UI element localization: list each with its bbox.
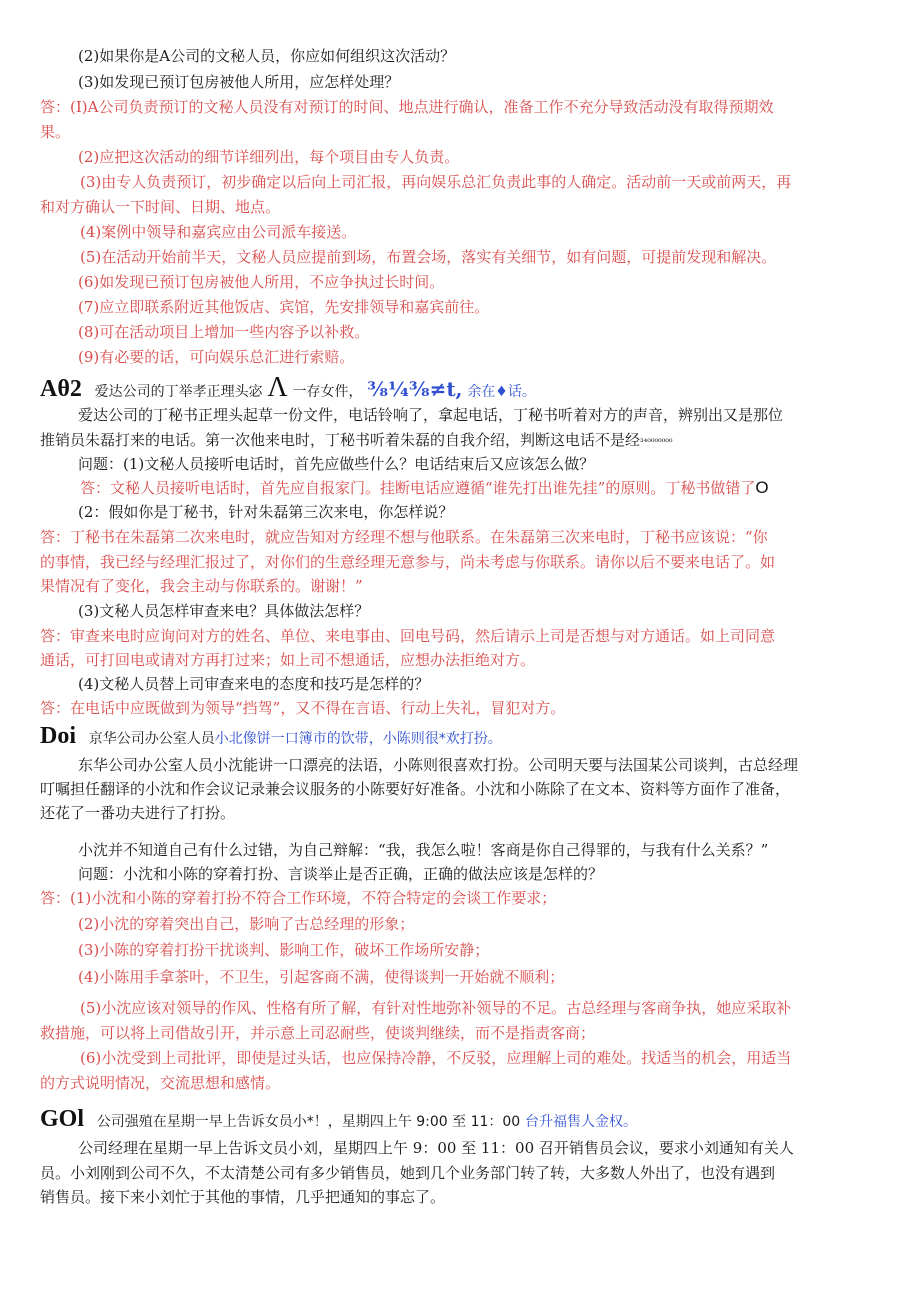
case-2-body bbox=[40, 429, 920, 454]
case-title: 一存女件， bbox=[292, 384, 363, 400]
case-2-answer-3: 答：审查来电时应询问对方的姓名、单位、来电事由、回电号码，然后请示上司是否想与对方通话。如上司同意 bbox=[40, 627, 776, 645]
case-3-answer: 救措施，可以将上司借故引开，并示意上司忍耐些，使谈判继续，而不是指责客商； bbox=[40, 1024, 596, 1042]
case-3-answer: (6)小沈受到上司批评，即使是过头话，也应保持冷静，不反驳，应理解上司的难处。找适当的机会，用适当 bbox=[80, 1049, 792, 1067]
answer-1-line: 答：(I)A公司负责预订的文秘人员没有对预订的时间、地点进行确认，准备工作不充分导致活动没有取得预期效 bbox=[40, 98, 774, 116]
case-2-answer-1-text: 答：文秘人员接听电话时，首先应自报家门。挂断电话应遵循“谁先打出谁先挂”的原则。丁秘书做错了 bbox=[80, 479, 756, 497]
answer-1-item: (5)在活动开始前半天，文秘人员应提前到场，布置会场，落实有关细节，如有问题，可提前发现和解决。 bbox=[80, 248, 777, 266]
case-title: 小北像饼一口簿市的饮带，小陈则很*欢打扮。 bbox=[214, 731, 502, 747]
case-2-question-4: (4)文秘人员替上司审查来电的态度和技巧是怎样的？ bbox=[78, 675, 430, 693]
case-2-answer-4: 答：在电话中应既做到为领导“挡驾”，又不得在言语、行动上失礼，冒犯对方。 bbox=[40, 699, 566, 717]
case-2-question-3: (3)文秘人员怎样审查来电？具体做法怎样？ bbox=[78, 602, 370, 620]
case-title: 公司强殖在星期一早上告诉女员小*！，星期四上午 9:00 至 11：00 bbox=[96, 1114, 521, 1130]
case-2-answer-1-tail: O bbox=[755, 478, 769, 497]
case-3-answer: (4)小陈用手拿茶叶，不卫生，引起客商不满，使得谈判一开始就不顺利； bbox=[78, 968, 565, 986]
answer-1-item: (7)应立即联系附近其他饭店、宾馆，先安排领导和嘉宾前往。 bbox=[78, 298, 490, 316]
case-title-mark: ⅜¼⅜≠t, bbox=[367, 377, 463, 401]
case-2-answer-3: 通话，可打回电或请对方再打过来；如上司不想通话，应想办法拒绝对方。 bbox=[40, 651, 536, 669]
case-3-question: 问题：小沈和小陈的穿着打扮、言谈举止是否正确，正确的做法应该是怎样的？ bbox=[78, 865, 604, 883]
case-2-body: 爱达公司的丁秘书正埋头起草一份文件，电话铃响了，拿起电话，丁秘书听着对方的声音，辨别出又是那位 bbox=[78, 406, 784, 424]
case-number: GOl bbox=[40, 1106, 85, 1132]
question-2: (2)如果你是A公司的文秘人员，你应如何组织这次活动？ bbox=[78, 47, 456, 65]
case-title: 余在♦话。 bbox=[467, 384, 536, 400]
case-2-answer-2: 答：丁秘书在朱磊第二次来电时，就应告知对方经理不想与他联系。在朱磊第三次来电时，丁秘书应该说：“你 bbox=[40, 528, 768, 546]
case-3-body: 叮嘱担任翻译的小沈和作会议记录兼会议服务的小陈要好好准备。小沈和小陈除了在文本、资料等方面作了准备， bbox=[40, 780, 791, 798]
case-title: 京华公司办公室人员 bbox=[88, 731, 215, 747]
case-title: 台升福售人金权。 bbox=[525, 1114, 637, 1130]
case-2-question-1: 问题：(1)文秘人员接听电话时，首先应做些什么？电话结束后又应该怎么做？ bbox=[78, 455, 595, 473]
case-3-heading bbox=[40, 720, 920, 752]
case-title: 爱达公司的丁举孝正理头宓 bbox=[94, 384, 263, 400]
question-3: (3)如发现已预订包房被他人所用，应怎样处理？ bbox=[78, 73, 400, 91]
case-2-answer-2: 的事情，我已经与经理汇报过了，对你们的生意经理无意参与，尚未考虑与你联系。请你以后不要来电话了。如 bbox=[40, 553, 776, 571]
case-2-heading bbox=[40, 372, 920, 404]
case-2-question-2: (2：假如你是丁秘书，针对朱磊第三次来电，你怎样说？ bbox=[78, 503, 454, 521]
answer-1-item: (9)有必要的话，可向娱乐总汇进行索赔。 bbox=[78, 348, 355, 366]
case-4-body: 销售员。接下来小刘忙于其他的事情，几乎把通知的事忘了。 bbox=[40, 1188, 446, 1206]
case-2-answer-2: 果情况有了变化，我会主动与你联系的。谢谢！” bbox=[40, 577, 363, 595]
case-4-heading bbox=[40, 1103, 920, 1135]
answer-1-item: (3)由专人负责预订，初步确定以后向上司汇报，再向娱乐总汇负责此事的人确定。活动前一天或前两天，再 bbox=[80, 173, 792, 191]
answer-1-item: (4)案例中领导和嘉宾应由公司派车接送。 bbox=[80, 223, 357, 241]
case-3-answer: (2)小沈的穿着突出自己，影响了古总经理的形象； bbox=[78, 915, 415, 933]
case-3-answer: (5)小沈应该对领导的作风、性格有所了解，有针对性地弥补领导的不足。古总经理与客商争执，她应采取补 bbox=[80, 999, 792, 1017]
answer-1-item: (8)可在活动项目上增加一些内容予以补救。 bbox=[78, 323, 370, 341]
case-2-body-text: 推销员朱磊打来的电话。第一次他来电时，丁秘书听着朱磊的自我介绍，判断这电话不是经 bbox=[40, 431, 641, 449]
case-3-answer: 答：(1)小沈和小陈的穿着打扮不符合工作环境，不符合特定的会谈工作要求； bbox=[40, 889, 557, 907]
answer-1-item: 和对方确认一下时间、日期、地点。 bbox=[40, 198, 281, 216]
case-4-body: 员。小刘刚到公司不久，不太清楚公司有多少销售员，她到几个业务部门转了转，大多数人外出了，也没有遇到 bbox=[40, 1164, 776, 1182]
answer-1-item: (6)如发现已预订包房被他人所用，不应争执过长时间。 bbox=[78, 273, 445, 291]
answer-1-item: (2)应把这次活动的细节详细列出，每个项目由专人负责。 bbox=[78, 148, 460, 166]
case-3-body: 东华公司办公室人员小沈能讲一口漂亮的法语，小陈则很喜欢打扮。公司明天要与法国某公司谈判，古总经理 bbox=[78, 756, 799, 774]
case-number: Aθ2 bbox=[40, 376, 82, 402]
case-title-symbol: Λ bbox=[267, 372, 288, 403]
case-number: Doi bbox=[40, 723, 76, 749]
case-2-body-suffix: ³⁴⁰⁰⁰⁰⁰⁰⁰ bbox=[640, 438, 673, 448]
case-3-body: 小沈并不知道自己有什么过错，为自己辩解：“我，我怎么啦！客商是你自己得罪的，与我有什么关系？” bbox=[78, 841, 769, 859]
case-3-body: 还花了一番功夫进行了打扮。 bbox=[40, 804, 236, 822]
case-4-body: 公司经理在星期一早上告诉文员小刘，星期四上午 9：00 至 11：00 召开销售员会议，要求小刘通知有关人 bbox=[78, 1139, 794, 1157]
case-3-answer: 的方式说明情况，交流思想和感情。 bbox=[40, 1074, 281, 1092]
case-2-answer-1 bbox=[0, 477, 920, 499]
case-3-answer: (3)小陈的穿着打扮干扰谈判、影响工作，破坏工作场所安静； bbox=[78, 941, 490, 959]
answer-1-line: 果。 bbox=[40, 123, 71, 141]
